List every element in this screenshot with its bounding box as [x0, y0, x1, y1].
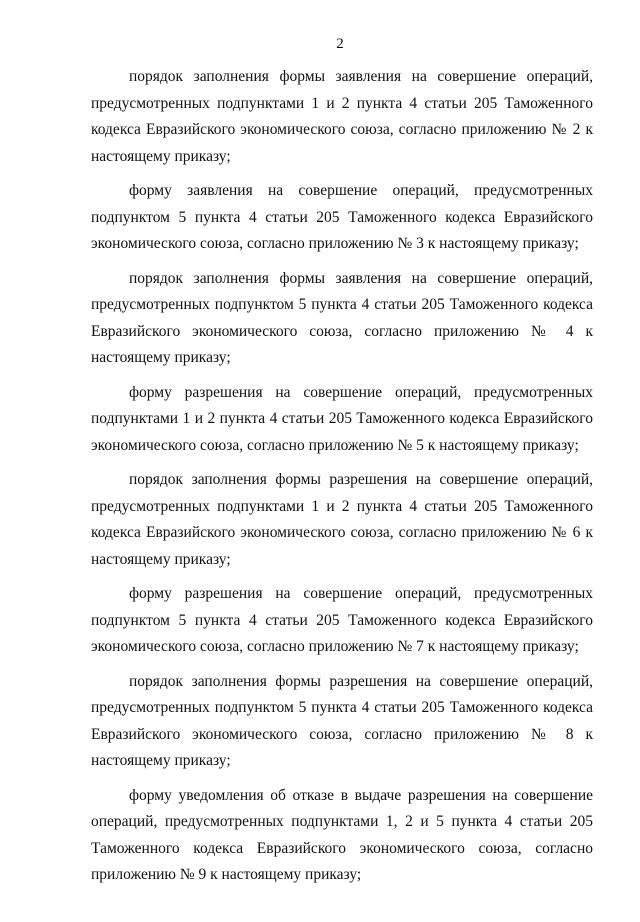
paragraph: форму уведомления об отказе в выдаче разрешения на совершение операций, предусмотренных подпунктами 1, 2 и 5 пункта 4 статьи 205 Таможенного кодекса Евразийского экономического союза, согласно приложению № 9 к настоящему приказу; — [91, 786, 593, 883]
page-number: 2 — [336, 36, 344, 52]
paragraph: порядок заполнения формы разрешения на совершение операций, предусмотренных подпунктами 1 и 2 пункта 4 статьи 205 Таможенного кодекса Евразийского экономического союза, согласно приложению № 6 к настоящему приказу; — [91, 471, 593, 568]
paragraph: форму разрешения на совершение операций, предусмотренных подпунктами 1 и 2 пункта 4 статьи 205 Таможенного кодекса Евразийского экономического союза, согласно приложению № 5 к настоящему приказу; — [91, 383, 593, 454]
paragraph: порядок заполнения формы заявления на совершение операций, предусмотренных подпунктом 5 пункта 4 статьи 205 Таможенного кодекса Евразийского экономического союза, согласно приложению № 4 к настоящему приказу; — [91, 269, 593, 366]
document-body — [91, 64, 593, 897]
paragraph: порядок заполнения формы заявления на совершение операций, предусмотренных подпунктами 1 и 2 пункта 4 статьи 205 Таможенного кодекса Евразийского экономического союза, согласно приложению № 2 к настоящему приказу; — [91, 68, 593, 165]
paragraph: форму разрешения на совершение операций, предусмотренных подпунктом 5 пункта 4 статьи 205 Таможенного кодекса Евразийского экономического союза, согласно приложению № 7 к настоящему приказу; — [91, 585, 593, 655]
paragraph: порядок заполнения формы разрешения на совершение операций, предусмотренных подпунктом 5 пункта 4 статьи 205 Таможенного кодекса Евразийского экономического союза, согласно приложению № 8 к настоящему приказу; — [91, 672, 593, 769]
paragraph: форму заявления на совершение операций, предусмотренных подпунктом 5 пункта 4 статьи 205 Таможенного кодекса Евразийского экономического союза, согласно приложению № 3 к настоящему приказу; — [91, 182, 593, 252]
